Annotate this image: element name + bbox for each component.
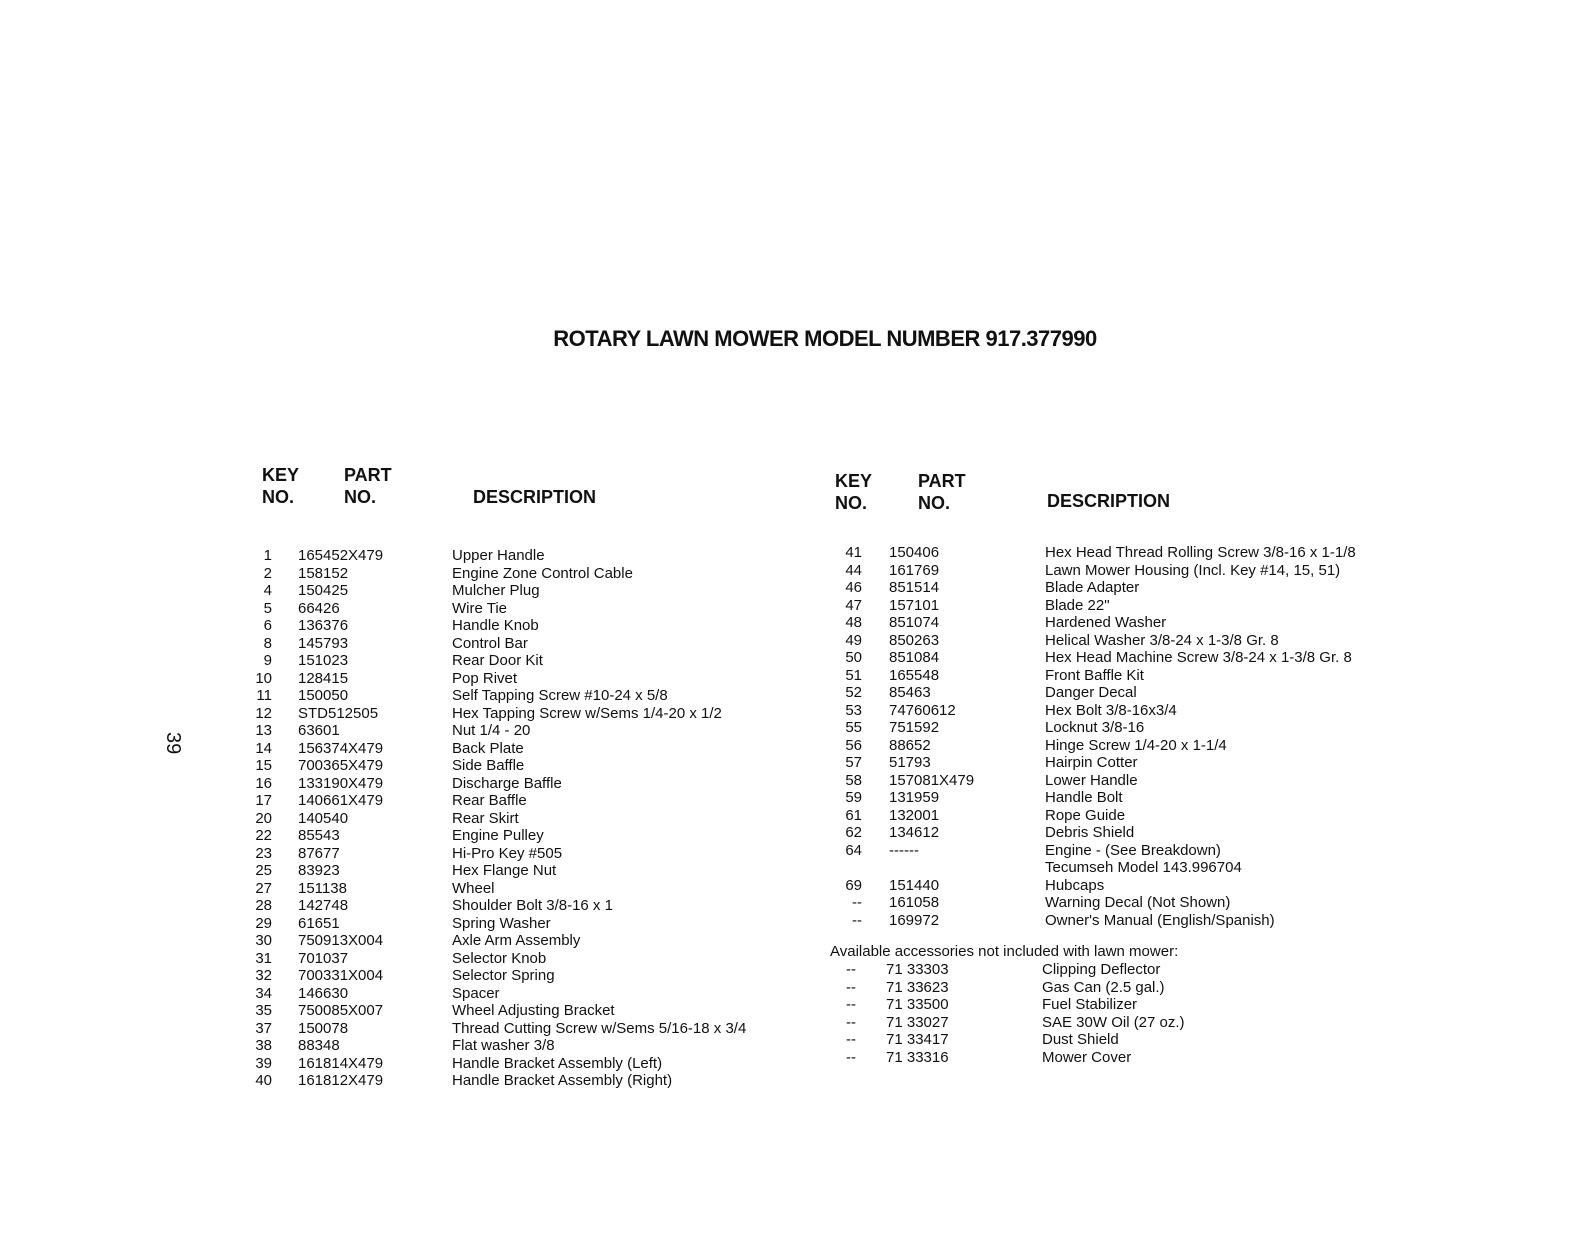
- part-description: Hubcaps: [1045, 876, 1105, 894]
- key-number: 2: [263, 564, 272, 582]
- part-row: [838, 562, 1438, 580]
- part-row: [250, 547, 810, 565]
- key-number: --: [852, 911, 862, 929]
- part-row: [838, 737, 1438, 755]
- part-description: Rear Baffle: [452, 792, 527, 809]
- part-description: Handle Bracket Assembly (Right): [452, 1072, 673, 1089]
- part-number: 71 33303: [886, 961, 949, 978]
- right-key-no-label: NO.: [835, 493, 868, 513]
- key-number: 31: [255, 949, 272, 967]
- part-description: Selector Spring: [452, 967, 555, 984]
- part-row: [838, 807, 1438, 825]
- right-part-header: [918, 470, 966, 514]
- part-row: [838, 824, 1438, 842]
- key-number: 34: [255, 984, 272, 1002]
- key-number: 11: [256, 687, 272, 704]
- part-number: 161769: [889, 561, 940, 579]
- left-parts-list: [250, 547, 810, 1090]
- key-number: 12: [255, 704, 272, 722]
- part-row: [838, 614, 1438, 632]
- part-number: 133190X479: [298, 774, 384, 792]
- key-number: 6: [263, 617, 272, 634]
- part-number: 85463: [889, 684, 931, 701]
- part-description: Spring Washer: [452, 914, 551, 932]
- part-number: 71 33316: [886, 1048, 949, 1066]
- key-number: --: [846, 1013, 856, 1031]
- part-description: Wheel Adjusting Bracket: [452, 1002, 615, 1019]
- key-number: 69: [845, 876, 862, 894]
- right-key-label: KEY: [835, 471, 873, 491]
- part-row: [250, 775, 810, 793]
- part-number: 151023: [298, 652, 349, 669]
- left-description-header: DESCRIPTION: [473, 487, 597, 507]
- right-key-header: [835, 470, 872, 514]
- part-number: ------: [889, 841, 919, 859]
- key-number: 51: [845, 666, 862, 684]
- part-row: [250, 1055, 810, 1073]
- key-number: 25: [255, 862, 272, 879]
- part-row: [250, 845, 810, 863]
- part-description: Discharge Baffle: [452, 774, 562, 792]
- key-number: 13: [255, 722, 272, 739]
- part-row: [250, 617, 810, 635]
- part-row: [250, 810, 810, 828]
- key-number: 10: [255, 669, 272, 687]
- left-part-header: [344, 464, 392, 508]
- part-number: 701037: [298, 949, 349, 967]
- part-description: Side Baffle: [452, 757, 525, 774]
- part-number: 851074: [889, 614, 940, 631]
- part-number: 51793: [889, 754, 931, 771]
- part-row: [250, 757, 810, 775]
- part-row: [838, 842, 1438, 860]
- key-number: 16: [255, 774, 272, 792]
- part-number: 750085X007: [298, 1002, 384, 1019]
- key-number: 59: [845, 789, 862, 806]
- part-description: Blade Adapter: [1045, 579, 1140, 596]
- part-description: Selector Knob: [452, 949, 547, 967]
- key-number: 14: [255, 739, 272, 757]
- key-number: --: [846, 1048, 856, 1066]
- part-description: Control Bar: [452, 634, 528, 652]
- accessories-note: Available accessories not included with lawn mower:: [830, 943, 1179, 960]
- key-number: 55: [845, 719, 862, 736]
- key-number: 47: [845, 596, 862, 614]
- part-row: [838, 649, 1438, 667]
- key-number: 1: [263, 547, 272, 564]
- part-row: [250, 687, 810, 705]
- key-number: 64: [845, 841, 862, 859]
- page-title: ROTARY LAWN MOWER MODEL NUMBER 917.377990: [553, 326, 1097, 351]
- part-description: Mower Cover: [1042, 1048, 1132, 1066]
- part-number: 71 33623: [886, 978, 949, 996]
- part-description: Front Baffle Kit: [1045, 666, 1144, 684]
- key-number: --: [846, 978, 856, 996]
- key-number: 57: [845, 754, 862, 771]
- part-row: [250, 705, 810, 723]
- right-parts-list: [838, 544, 1438, 929]
- part-description: Shoulder Bolt 3/8-16 x 1: [452, 897, 613, 914]
- key-number: 46: [845, 579, 862, 596]
- part-description: Pop Rivet: [452, 669, 518, 687]
- part-row: [250, 600, 810, 618]
- key-number: 50: [845, 649, 862, 666]
- part-description: Handle Bolt: [1045, 789, 1123, 806]
- right-part-no-label: NO.: [918, 493, 951, 513]
- part-row: [250, 1037, 810, 1055]
- part-row: [838, 912, 1438, 930]
- part-description: Debris Shield: [1045, 824, 1135, 841]
- key-number: 5: [263, 599, 272, 617]
- part-number: STD512505: [298, 704, 379, 722]
- key-number: 37: [255, 1019, 272, 1037]
- part-description: Engine Pulley: [452, 827, 544, 844]
- part-description: Engine - (See Breakdown): [1045, 841, 1221, 859]
- part-description: Flat washer 3/8: [452, 1037, 555, 1054]
- part-description: Hex Flange Nut: [452, 862, 557, 879]
- part-number: 88348: [298, 1037, 340, 1054]
- part-number: 61651: [298, 914, 340, 932]
- key-number: 4: [263, 582, 272, 599]
- part-number: 158152: [298, 564, 349, 582]
- page-number: 39: [162, 732, 184, 755]
- part-number: 156374X479: [298, 739, 384, 757]
- part-description: Tecumseh Model 143.996704: [1045, 859, 1242, 876]
- part-number: 161814X479: [298, 1054, 384, 1072]
- part-number: 151440: [889, 876, 940, 894]
- key-number: --: [846, 1031, 856, 1048]
- part-number: 851514: [889, 579, 940, 596]
- part-row: [838, 961, 1438, 979]
- part-number: 851084: [889, 649, 940, 666]
- key-number: 62: [845, 824, 862, 841]
- part-number: 132001: [889, 806, 940, 824]
- part-description: Rear Skirt: [452, 809, 519, 827]
- part-number: 145793: [298, 634, 349, 652]
- part-number: 142748: [298, 897, 349, 914]
- part-row: [838, 684, 1438, 702]
- accessories-list: [838, 961, 1438, 1066]
- part-number: 150425: [298, 582, 349, 599]
- part-description: Fuel Stabilizer: [1042, 996, 1138, 1013]
- part-number: 136376: [298, 617, 349, 634]
- key-number: 20: [255, 809, 272, 827]
- part-number: 87677: [298, 844, 340, 862]
- part-row: [838, 667, 1438, 685]
- part-description: Self Tapping Screw #10-24 x 5/8: [452, 687, 668, 704]
- part-number: 74760612: [889, 701, 956, 719]
- part-number: 151138: [298, 879, 347, 897]
- part-row: [250, 967, 810, 985]
- part-description: Rear Door Kit: [452, 652, 543, 669]
- key-number: 30: [255, 932, 272, 949]
- key-number: 61: [845, 806, 862, 824]
- part-number: 850263: [889, 631, 940, 649]
- part-row: [250, 985, 810, 1003]
- part-row: [838, 859, 1438, 877]
- left-part-label: PART: [344, 465, 392, 485]
- key-number: --: [852, 894, 862, 911]
- part-row: [250, 827, 810, 845]
- part-description: Mulcher Plug: [452, 582, 540, 599]
- key-number: 39: [255, 1054, 272, 1072]
- part-description: Back Plate: [452, 739, 524, 757]
- left-key-no-label: NO.: [262, 487, 295, 507]
- part-number: 83923: [298, 862, 340, 879]
- part-row: [250, 670, 810, 688]
- part-description: Warning Decal (Not Shown): [1045, 894, 1231, 911]
- part-number: 140540: [298, 809, 349, 827]
- part-description: Gas Can (2.5 gal.): [1042, 978, 1165, 996]
- part-row: [838, 996, 1438, 1014]
- key-number: 56: [845, 736, 862, 754]
- part-row: [250, 880, 810, 898]
- part-description: Hex Bolt 3/8-16x3/4: [1045, 701, 1177, 719]
- key-number: 22: [255, 827, 272, 844]
- part-number: 165548: [889, 666, 940, 684]
- part-row: [250, 1020, 810, 1038]
- part-row: [838, 789, 1438, 807]
- part-row: [838, 979, 1438, 997]
- part-description: Hex Head Machine Screw 3/8-24 x 1-3/8 Gr. 8: [1045, 649, 1352, 666]
- part-number: 140661X479: [298, 792, 384, 809]
- key-number: 9: [263, 652, 272, 669]
- key-number: 35: [255, 1002, 272, 1019]
- part-description: Hardened Washer: [1045, 614, 1167, 631]
- right-description-header: DESCRIPTION: [1047, 491, 1171, 511]
- part-number: 85543: [298, 827, 340, 844]
- part-number: 146630: [298, 984, 349, 1002]
- key-number: 48: [845, 614, 862, 631]
- key-number: 28: [255, 897, 272, 914]
- part-description: Nut 1/4 - 20: [452, 722, 531, 739]
- key-number: 32: [255, 967, 272, 984]
- part-number: 700331X004: [298, 967, 384, 984]
- part-description: Axle Arm Assembly: [452, 932, 581, 949]
- part-number: 131959: [889, 789, 940, 806]
- part-description: Danger Decal: [1045, 684, 1137, 701]
- part-description: Lawn Mower Housing (Incl. Key #14, 15, 51): [1045, 561, 1341, 579]
- key-number: --: [846, 961, 856, 978]
- part-number: 66426: [298, 599, 340, 617]
- part-row: [838, 894, 1438, 912]
- part-number: 751592: [889, 719, 940, 736]
- part-number: 71 33417: [886, 1031, 949, 1048]
- part-number: 165452X479: [298, 547, 384, 564]
- part-row: [838, 597, 1438, 615]
- part-row: [250, 792, 810, 810]
- key-number: 8: [263, 634, 272, 652]
- key-number: 17: [255, 792, 272, 809]
- part-description: Spacer: [452, 984, 500, 1002]
- part-row: [250, 565, 810, 583]
- part-description: Handle Bracket Assembly (Left): [452, 1054, 663, 1072]
- part-number: 161812X479: [298, 1072, 384, 1089]
- part-description: Dust Shield: [1042, 1031, 1119, 1048]
- part-row: [250, 1002, 810, 1020]
- part-row: [838, 877, 1438, 895]
- part-row: [250, 635, 810, 653]
- part-row: [250, 897, 810, 915]
- part-description: Upper Handle: [452, 547, 545, 564]
- part-number: 88652: [889, 736, 931, 754]
- part-description: Rope Guide: [1045, 806, 1126, 824]
- part-row: [250, 740, 810, 758]
- part-row: [250, 652, 810, 670]
- key-number: 44: [845, 561, 862, 579]
- part-row: [838, 632, 1438, 650]
- part-number: 161058: [889, 894, 940, 911]
- part-row: [838, 772, 1438, 790]
- part-description: Hinge Screw 1/4-20 x 1-1/4: [1045, 736, 1227, 754]
- part-description: SAE 30W Oil (27 oz.): [1042, 1013, 1185, 1031]
- key-number: 49: [845, 631, 862, 649]
- part-number: 157101: [889, 596, 940, 614]
- part-number: 134612: [889, 824, 940, 841]
- part-description: Helical Washer 3/8-24 x 1-3/8 Gr. 8: [1045, 631, 1279, 649]
- left-key-label: KEY: [262, 465, 300, 485]
- key-number: 40: [255, 1072, 272, 1089]
- part-number: 71 33027: [886, 1013, 949, 1031]
- part-number: 169972: [889, 911, 940, 929]
- key-number: 23: [255, 844, 272, 862]
- key-number: 15: [255, 757, 272, 774]
- part-description: Wheel: [452, 879, 495, 897]
- part-row: [250, 932, 810, 950]
- part-row: [838, 1031, 1438, 1049]
- part-number: 128415: [298, 669, 349, 687]
- left-key-header: [262, 464, 299, 508]
- part-row: [838, 579, 1438, 597]
- key-number: --: [846, 996, 856, 1013]
- key-number: 41: [845, 544, 862, 561]
- part-number: 63601: [298, 722, 340, 739]
- part-row: [838, 702, 1438, 720]
- key-number: 52: [845, 684, 862, 701]
- part-row: [250, 722, 810, 740]
- part-description: Hairpin Cotter: [1045, 754, 1138, 771]
- part-row: [838, 719, 1438, 737]
- left-part-no-label: NO.: [344, 487, 377, 507]
- part-description: Handle Knob: [452, 617, 539, 634]
- part-number: 700365X479: [298, 757, 384, 774]
- part-number: 750913X004: [298, 932, 384, 949]
- part-description: Wire Tie: [452, 599, 508, 617]
- part-description: Thread Cutting Screw w/Sems 5/16-18 x 3/4: [452, 1019, 747, 1037]
- part-row: [838, 1049, 1438, 1067]
- part-row: [250, 582, 810, 600]
- key-number: 53: [845, 701, 862, 719]
- key-number: 27: [255, 879, 272, 897]
- part-number: 150406: [889, 544, 940, 561]
- part-description: Lower Handle: [1045, 771, 1138, 789]
- part-row: [250, 915, 810, 933]
- part-row: [838, 754, 1438, 772]
- part-number: 150078: [298, 1019, 349, 1037]
- part-description: Hex Head Thread Rolling Screw 3/8-16 x 1-1/8: [1045, 544, 1356, 561]
- part-number: 71 33500: [886, 996, 949, 1013]
- part-description: Clipping Deflector: [1042, 961, 1161, 978]
- part-description: Blade 22": [1045, 596, 1110, 614]
- part-description: Hex Tapping Screw w/Sems 1/4-20 x 1/2: [452, 704, 722, 722]
- key-number: 38: [255, 1037, 272, 1054]
- part-description: Hi-Pro Key #505: [452, 844, 563, 862]
- key-number: 29: [255, 914, 272, 932]
- part-description: Locknut 3/8-16: [1045, 719, 1145, 736]
- part-row: [250, 950, 810, 968]
- part-number: 150050: [298, 687, 349, 704]
- part-row: [250, 1072, 810, 1090]
- key-number: 58: [845, 771, 862, 789]
- part-number: 157081X479: [889, 771, 975, 789]
- part-description: Owner's Manual (English/Spanish): [1045, 911, 1275, 929]
- right-part-label: PART: [918, 471, 966, 491]
- part-row: [838, 544, 1438, 562]
- part-row: [838, 1014, 1438, 1032]
- part-description: Engine Zone Control Cable: [452, 564, 633, 582]
- part-row: [250, 862, 810, 880]
